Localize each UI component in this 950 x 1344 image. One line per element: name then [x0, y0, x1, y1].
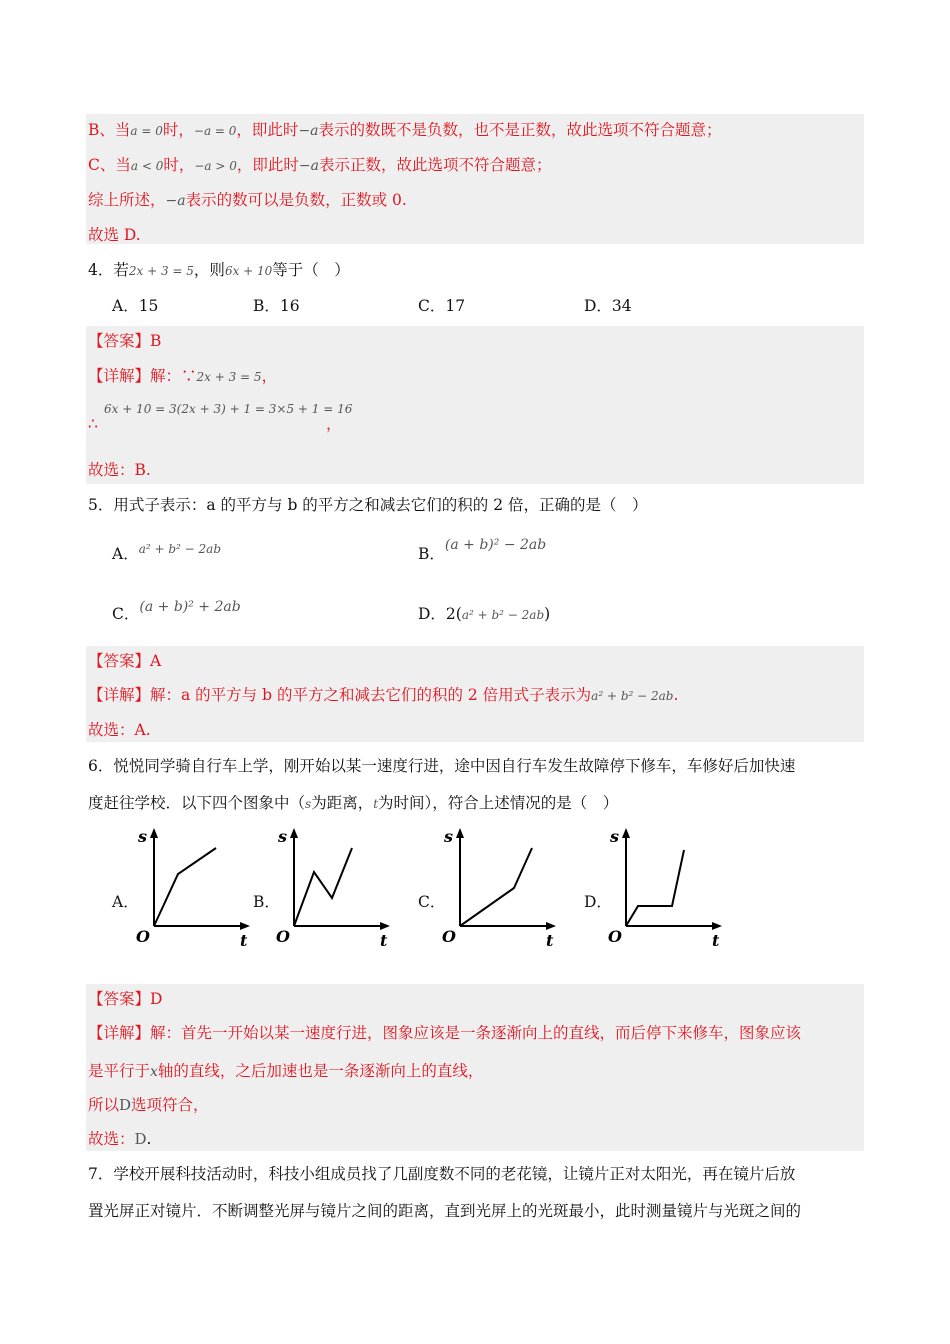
s-label: s: [610, 827, 620, 846]
t-label: t: [240, 931, 248, 950]
s-label: s: [278, 827, 288, 846]
q3-choice: 故选 D.: [88, 226, 141, 244]
graph-line: [154, 848, 216, 926]
q7-stem-line1: 7．学校开展科技活动时，科技小组成员找了几副度数不同的老花镜，让镜片正对太阳光，再在镜片后放: [88, 1165, 796, 1183]
s-axis-arrow: [456, 828, 464, 838]
q6-graph-a-label: A．: [112, 893, 139, 911]
q3-summary: 综上所述，−a表示的数可以是负数，正数或 0.: [88, 191, 407, 209]
q5-option-c: C．(a + b)² + 2ab: [112, 599, 241, 623]
s-axis-arrow: [150, 828, 158, 838]
t-label: t: [712, 931, 720, 950]
q6-graph-c: [442, 826, 562, 951]
origin-label: O: [608, 927, 622, 946]
q5-option-b: B．(a + b)² − 2ab: [418, 537, 547, 563]
s-label: s: [138, 827, 148, 846]
q3-option-c-analysis: C、当a < 0时，−a > 0，即此时−a表示正数，故此选项不符合题意；: [88, 156, 552, 174]
t-axis-arrow: [240, 922, 250, 930]
q4-detail: 【详解】解：∵2x + 3 = 5，: [88, 367, 278, 385]
t-axis-arrow: [380, 922, 390, 930]
s-axis-arrow: [290, 828, 298, 838]
graph-line: [460, 848, 532, 926]
q4-therefore-comma: ，: [326, 415, 342, 433]
q6-graph-a: [136, 826, 256, 951]
q6-stem-line1: 6．悦悦同学骑自行车上学，刚开始以某一速度行进，途中因自行车发生故障停下修车，车修好后加快速: [88, 757, 796, 775]
t-label: t: [546, 931, 554, 950]
q5-stem: 5．用式子表示：a 的平方与 b 的平方之和减去它们的积的 2 倍，正确的是（ ）: [88, 496, 648, 514]
s-axis-arrow: [622, 828, 630, 838]
q6-graph-d-label: D．: [584, 893, 612, 911]
q4-option-d: D．34: [584, 297, 632, 315]
q6-graph-b: [276, 826, 396, 951]
q6-graph-d: [608, 826, 728, 951]
q7-stem-line2: 置光屏正对镜片．不断调整光屏与镜片之间的距离，直到光屏上的光斑最小，此时测量镜片与光斑之间的: [88, 1202, 802, 1220]
q4-option-b: B．16: [253, 297, 300, 315]
origin-label: O: [276, 927, 290, 946]
q6-choice: 故选：D.: [88, 1130, 152, 1148]
t-label: t: [380, 931, 388, 950]
q4-answer: 【答案】B: [88, 332, 162, 350]
t-axis-arrow: [712, 922, 722, 930]
q6-graph-b-label: B．: [253, 893, 280, 911]
q6-detail-line2: 是平行于x轴的直线，之后加速也是一条逐渐向上的直线，: [88, 1062, 484, 1080]
q5-detail: 【详解】解：a 的平方与 b 的平方之和减去它们的积的 2 倍用式子表示为a² + b² − 2ab.: [88, 686, 679, 704]
q4-therefore-symbol: ∴: [88, 415, 98, 433]
q6-graph-c-label: C．: [418, 893, 446, 911]
origin-label: O: [136, 927, 150, 946]
q5-option-a: A．$^{a^2 + b^2 - 2ab}$: [112, 542, 221, 563]
q5-answer: 【答案】A: [88, 652, 162, 670]
q6-answer: 【答案】D: [88, 990, 163, 1008]
graph-line: [626, 850, 684, 926]
s-label: s: [444, 827, 454, 846]
q5-choice: 故选：A.: [88, 721, 151, 739]
q4-choice: 故选：B.: [88, 461, 151, 479]
graph-line: [294, 848, 352, 926]
q4-stem: 4．若2x + 3 = 5，则6x + 10等于（ ）: [88, 261, 350, 279]
t-axis-arrow: [546, 922, 556, 930]
q5-option-d: D．2(a² + b² − 2ab): [418, 605, 551, 623]
q3-option-b-analysis: B、当a = 0时，−a = 0，即此时−a表示的数既不是负数，也不是正数，故此选项不符合题意；: [88, 121, 722, 139]
origin-label: O: [442, 927, 456, 946]
q4-option-a: A．15: [112, 297, 159, 315]
q4-therefore-math: 6x + 10 = 3(2x + 3) + 1 = 3×5 + 1 = 16: [104, 402, 353, 416]
q6-stem-line2: 度赶往学校．以下四个图象中（s为距离，t为时间），符合上述情况的是（ ）: [88, 794, 619, 812]
q6-detail-line1: 【详解】解：首先一开始以某一速度行进，图象应该是一条逐渐向上的直线，而后停下来修车，图象应该: [88, 1024, 802, 1042]
q6-detail-line3: 所以D选项符合，: [88, 1096, 209, 1114]
q4-option-c: C．17: [418, 297, 466, 315]
